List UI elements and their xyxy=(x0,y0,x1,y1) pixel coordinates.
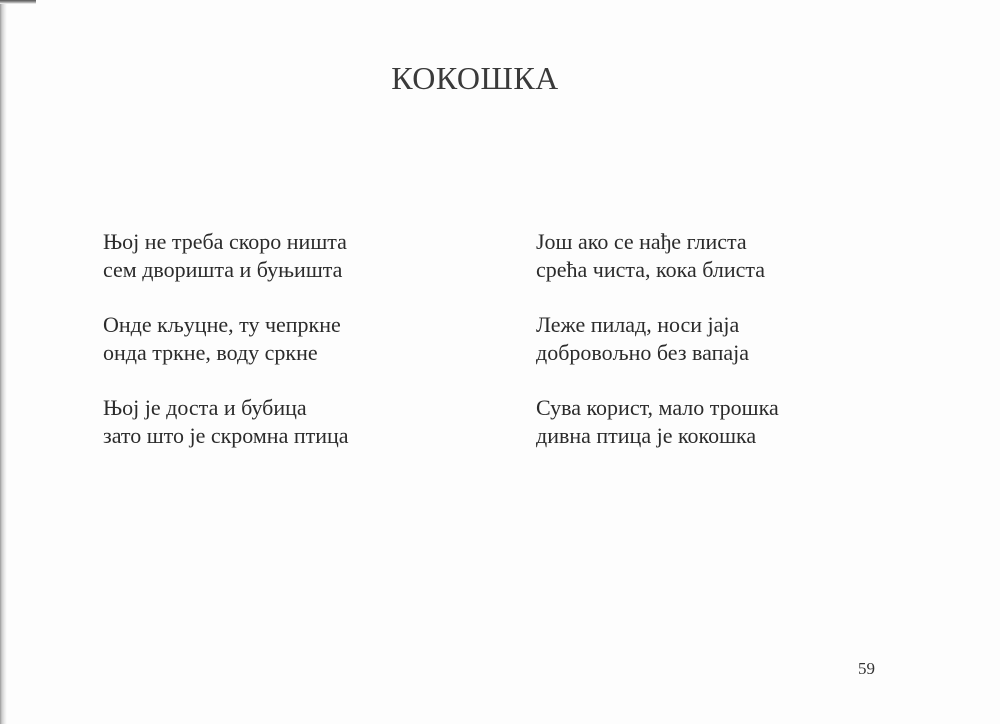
left-column xyxy=(103,228,443,477)
verse-line: срећа чиста, кока блиста xyxy=(536,257,766,282)
verse-line: Њој не треба скоро ништа xyxy=(103,229,347,254)
verse-line: сем дворишта и буњишта xyxy=(103,257,343,282)
poem-title: КОКОШКА xyxy=(391,60,559,96)
verse-line: добровољно без вапаја xyxy=(536,340,750,365)
page-binding-edge xyxy=(0,0,7,724)
stanza xyxy=(536,394,876,450)
stanza xyxy=(536,311,876,367)
right-column xyxy=(536,228,876,477)
verse-line: зато што је скромна птица xyxy=(103,423,349,448)
verse-line: Леже пилад, носи јаја xyxy=(536,312,740,337)
page-number: 59 xyxy=(858,659,875,678)
verse-line: Још ако се нађе глиста xyxy=(536,229,747,254)
verse-line: Онде кљуцне, ту чепркне xyxy=(103,312,341,337)
verse-line: Сува корист, мало трошка xyxy=(536,395,779,420)
verse-line: дивна птица је кокошка xyxy=(536,423,757,448)
stanza xyxy=(536,228,876,284)
verse-line: онда тркне, воду сркне xyxy=(103,340,318,365)
verse-line: Њој је доста и бубица xyxy=(103,395,307,420)
stanza xyxy=(103,228,443,284)
stanza xyxy=(103,311,443,367)
stanza xyxy=(103,394,443,450)
scan-corner-mark xyxy=(0,0,36,4)
